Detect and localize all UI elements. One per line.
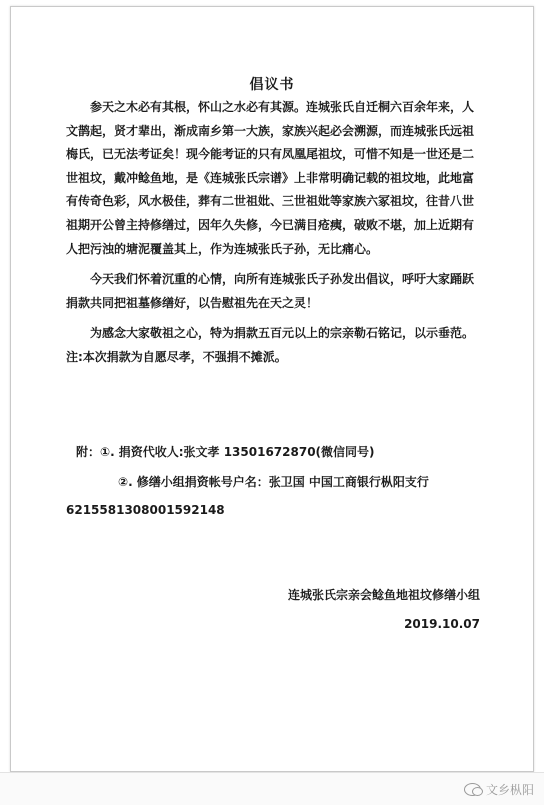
attachment-item-1 — [76, 443, 375, 460]
paragraph-3: 为感念大家敬祖之心，特为捐款五百元以上的宗亲勒石铭记，以示垂范。注:本次捐款为自愿尽孝，不强捐不摊派。 — [66, 326, 475, 364]
signature-date: 2019.10.07 — [404, 617, 480, 631]
paragraph-1: 参天之木必有其根，怀山之水必有其源。连城张氏自迁桐六百余年来，人文鹊起，贤才辈出，渐成南乡第一大族，家族兴起必会溯源，而连城张氏远祖梅氏，已无法考证矣！现今能考证的只有凤凰尾祖坟，可惜不知是一世还是二世祖坟，戴冲鲶鱼地，是《连城张氏宗谱》上非常明确记载的祖坟地，此地富有传奇色彩，风水极佳，葬有二世祖妣、三世祖妣等家族六冢祖坟，往昔八世祖期开公曾主持修缮过，因年久失修，今已满目疮痍，破败不堪，加上近期有人把污浊的塘泥覆盖其上，作为连城张氏子孙，无比痛心。 — [66, 100, 475, 256]
paragraph-2: 今天我们怀着沉重的心情，向所有连城张氏子孙发出倡议，呼吁大家踊跃捐款共同把祖墓修缮好，以告慰祖先在天之灵！ — [66, 272, 475, 310]
attachment-number-2: ②. — [118, 475, 133, 489]
attachment-item-2 — [118, 473, 429, 490]
attachment-prefix: 附： — [76, 445, 101, 459]
watermark — [464, 781, 534, 798]
document-body — [66, 96, 484, 377]
signature-org: 连城张氏宗亲会鲶鱼地祖坟修缮小组 — [287, 588, 480, 602]
document-title: 倡议书 — [249, 77, 295, 93]
bank-account-number: 6215581308001592148 — [66, 503, 225, 517]
footer-bar — [0, 772, 544, 805]
watermark-text: 文乡枞阳 — [485, 783, 534, 797]
wechat-icon — [464, 783, 481, 796]
attachment-text-1: 捐资代收人:张文孝 13501672870(微信同号) — [118, 445, 375, 459]
attachment-text-2: 修缮小组捐资帐号户名：张卫国 中国工商银行枞阳支行 — [136, 475, 429, 489]
attachment-number-1: ①. — [100, 445, 115, 459]
